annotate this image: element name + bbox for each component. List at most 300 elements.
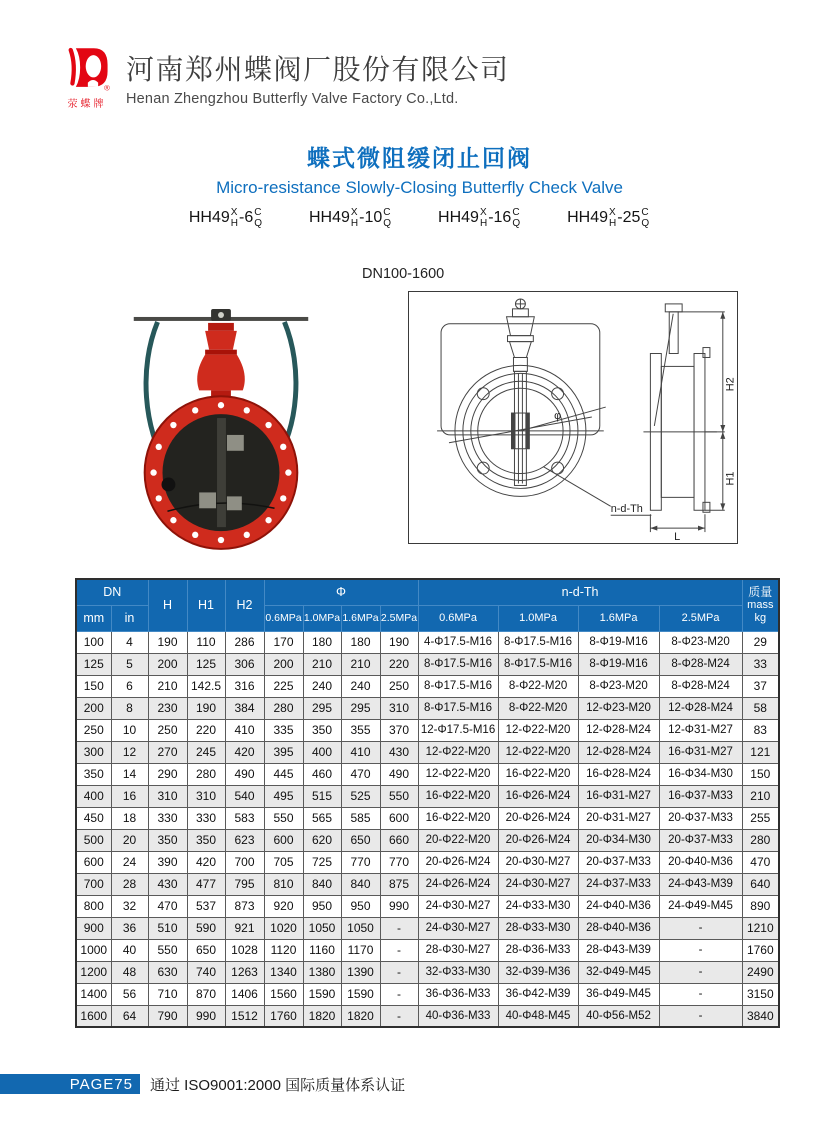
table-cell: 900 (76, 917, 111, 939)
table-cell: 590 (187, 917, 225, 939)
table-cell: 873 (225, 895, 264, 917)
table-cell: 8-Φ22-M20 (498, 675, 578, 697)
technical-drawing-illustration (409, 292, 737, 543)
table-cell: 12-Φ17.5-M16 (418, 719, 498, 741)
table-cell: 20-Φ37-M33 (659, 829, 742, 851)
col-header-phi-25: 2.5MPa (380, 605, 418, 631)
table-cell: 8-Φ17.5-M16 (418, 697, 498, 719)
mass-label-unit: kg (754, 612, 767, 625)
model-list (0, 207, 839, 229)
table-cell: - (659, 983, 742, 1005)
table-cell: 1028 (225, 939, 264, 961)
table-cell: 1600 (76, 1005, 111, 1027)
table-cell: 28-Φ33-M30 (498, 917, 578, 939)
table-cell: 550 (264, 807, 303, 829)
col-header-dn: DN (76, 579, 148, 605)
table-cell: 490 (380, 763, 418, 785)
table-cell: 740 (187, 961, 225, 983)
col-header-ndth-25: 2.5MPa (659, 605, 742, 631)
model-number: HH49 X H -10 C Q (309, 207, 392, 229)
table-cell: 8-Φ17.5-M16 (418, 675, 498, 697)
table-cell: 32-Φ33-M30 (418, 961, 498, 983)
table-row (76, 895, 779, 917)
table-cell: 16-Φ31-M27 (578, 785, 659, 807)
col-header-in: in (111, 605, 148, 631)
table-cell: 28-Φ40-M36 (578, 917, 659, 939)
table-cell: 585 (341, 807, 380, 829)
table-cell: 40 (111, 939, 148, 961)
technical-drawing (408, 291, 738, 544)
table-cell: 630 (148, 961, 187, 983)
table-cell: 1120 (264, 939, 303, 961)
table-cell: 870 (187, 983, 225, 1005)
table-cell: 28-Φ43-M39 (578, 939, 659, 961)
dim-label-phi: φ (554, 409, 562, 422)
table-cell: 300 (76, 741, 111, 763)
table-cell: - (659, 939, 742, 961)
svg-text:®: ® (104, 83, 110, 93)
table-cell: 840 (303, 873, 341, 895)
table-row (76, 917, 779, 939)
table-cell: 725 (303, 851, 341, 873)
table-cell: 623 (225, 829, 264, 851)
table-cell: 150 (742, 763, 779, 785)
table-cell: 400 (76, 785, 111, 807)
spec-table (75, 578, 780, 1028)
table-cell: 1000 (76, 939, 111, 961)
table-cell: 495 (264, 785, 303, 807)
table-cell: 515 (303, 785, 341, 807)
table-cell: 36-Φ36-M33 (418, 983, 498, 1005)
table-cell: 250 (76, 719, 111, 741)
table-cell: 83 (742, 719, 779, 741)
table-cell: 250 (380, 675, 418, 697)
table-cell: 16-Φ31-M27 (659, 741, 742, 763)
table-cell: 8-Φ19-M16 (578, 631, 659, 653)
col-header-phi: Φ (264, 579, 418, 605)
table-cell: 470 (148, 895, 187, 917)
table-cell: - (380, 1005, 418, 1027)
table-cell: 32-Φ39-M36 (498, 961, 578, 983)
table-cell: 370 (380, 719, 418, 741)
table-cell: 1590 (303, 983, 341, 1005)
table-cell: 8-Φ28-M24 (659, 653, 742, 675)
table-cell: 24-Φ30-M27 (498, 873, 578, 895)
table-cell: 58 (742, 697, 779, 719)
table-cell: 330 (187, 807, 225, 829)
table-cell: 600 (76, 851, 111, 873)
certification-text: 通过 ISO9001:2000 国际质量体系认证 (150, 1076, 406, 1094)
mass-label-cn: 质量 (748, 585, 773, 600)
table-cell: 1820 (341, 1005, 380, 1027)
table-cell: 64 (111, 1005, 148, 1027)
table-cell: - (659, 917, 742, 939)
table-cell: 3840 (742, 1005, 779, 1027)
table-cell: 1340 (264, 961, 303, 983)
table-cell: 3150 (742, 983, 779, 1005)
table-cell: 16 (111, 785, 148, 807)
table-header (76, 579, 779, 631)
table-row (76, 1005, 779, 1027)
page-header (58, 42, 510, 110)
table-row (76, 697, 779, 719)
table-cell: 540 (225, 785, 264, 807)
table-cell: 240 (303, 675, 341, 697)
dim-label-ndth: n-d-Th (610, 503, 643, 516)
table-cell: 316 (225, 675, 264, 697)
col-header-ndth-16: 1.6MPa (578, 605, 659, 631)
col-header-h: H (148, 579, 187, 631)
table-cell: 770 (380, 851, 418, 873)
table-cell: 1390 (341, 961, 380, 983)
table-cell: 12-Φ22-M20 (498, 741, 578, 763)
table-cell: 470 (341, 763, 380, 785)
table-cell: 190 (148, 631, 187, 653)
table-cell: 210 (148, 675, 187, 697)
table-cell: 210 (341, 653, 380, 675)
table-cell: 36 (111, 917, 148, 939)
table-cell: 12-Φ28-M24 (578, 719, 659, 741)
col-header-phi-06: 0.6MPa (264, 605, 303, 631)
table-cell: 20-Φ26-M24 (498, 829, 578, 851)
col-header-ndth: n-d-Th (418, 579, 742, 605)
table-cell: 1760 (742, 939, 779, 961)
table-cell: 795 (225, 873, 264, 895)
table-cell: 240 (341, 675, 380, 697)
table-cell: 8-Φ17.5-M16 (498, 631, 578, 653)
model-number: HH49 X H -16 C Q (438, 207, 521, 229)
table-cell: 410 (341, 741, 380, 763)
table-cell: 16-Φ26-M24 (498, 785, 578, 807)
table-cell: 310 (148, 785, 187, 807)
table-cell: 1406 (225, 983, 264, 1005)
table-cell: 800 (76, 895, 111, 917)
table-cell: 660 (380, 829, 418, 851)
table-cell: 1512 (225, 1005, 264, 1027)
table-cell: 1590 (341, 983, 380, 1005)
table-cell: 24-Φ43-M39 (659, 873, 742, 895)
table-cell: 295 (341, 697, 380, 719)
table-cell: 32 (111, 895, 148, 917)
table-cell: 8-Φ28-M24 (659, 675, 742, 697)
table-cell: 1170 (341, 939, 380, 961)
table-cell: 200 (264, 653, 303, 675)
table-cell: 810 (264, 873, 303, 895)
table-cell: 600 (264, 829, 303, 851)
product-title-cn: 蝶式微阻缓闭止回阀 (307, 145, 532, 171)
table-cell: 20-Φ22-M20 (418, 829, 498, 851)
table-cell: 280 (187, 763, 225, 785)
table-row (76, 741, 779, 763)
table-cell: 460 (303, 763, 341, 785)
table-cell: 921 (225, 917, 264, 939)
table-cell: 280 (264, 697, 303, 719)
table-cell: 705 (264, 851, 303, 873)
table-cell: 350 (76, 763, 111, 785)
table-row (76, 631, 779, 653)
table-cell: 650 (341, 829, 380, 851)
table-cell: 1760 (264, 1005, 303, 1027)
table-cell: 390 (148, 851, 187, 873)
table-cell: - (380, 939, 418, 961)
table-cell: 36-Φ42-M39 (498, 983, 578, 1005)
table-cell: 950 (303, 895, 341, 917)
table-cell: 24-Φ30-M27 (418, 917, 498, 939)
butterfly-logo-icon (63, 42, 111, 94)
table-cell: - (659, 1005, 742, 1027)
table-cell: 384 (225, 697, 264, 719)
table-row (76, 873, 779, 895)
table-cell: 6 (111, 675, 148, 697)
table-cell: 1020 (264, 917, 303, 939)
table-cell: 250 (148, 719, 187, 741)
table-cell: 350 (303, 719, 341, 741)
table-cell: 24-Φ26-M24 (418, 873, 498, 895)
table-cell: 420 (187, 851, 225, 873)
table-cell: 150 (76, 675, 111, 697)
table-cell: 33 (742, 653, 779, 675)
table-cell: 37 (742, 675, 779, 697)
table-cell: 210 (742, 785, 779, 807)
table-cell: 1200 (76, 961, 111, 983)
table-cell: 1380 (303, 961, 341, 983)
table-cell: 620 (303, 829, 341, 851)
col-header-ndth-10: 1.0MPa (498, 605, 578, 631)
table-cell: 28-Φ36-M33 (498, 939, 578, 961)
table-cell: 8-Φ19-M16 (578, 653, 659, 675)
table-cell: 875 (380, 873, 418, 895)
table-cell: 1050 (341, 917, 380, 939)
table-cell: 470 (742, 851, 779, 873)
table-cell: 1400 (76, 983, 111, 1005)
table-cell: 8-Φ23-M20 (659, 631, 742, 653)
col-header-phi-10: 1.0MPa (303, 605, 341, 631)
table-row (76, 851, 779, 873)
dim-label-h2: H2 (724, 377, 737, 392)
table-cell: 170 (264, 631, 303, 653)
table-cell: 14 (111, 763, 148, 785)
table-cell: 142.5 (187, 675, 225, 697)
col-header-ndth-06: 0.6MPa (418, 605, 498, 631)
table-cell: 280 (742, 829, 779, 851)
table-cell: 40-Φ36-M33 (418, 1005, 498, 1027)
col-header-h2: H2 (225, 579, 264, 631)
table-cell: 770 (341, 851, 380, 873)
table-row (76, 939, 779, 961)
table-cell: 24-Φ30-M27 (418, 895, 498, 917)
table-cell: 990 (187, 1005, 225, 1027)
table-cell: 490 (225, 763, 264, 785)
table-row (76, 675, 779, 697)
table-cell: 190 (187, 697, 225, 719)
table-cell: 210 (303, 653, 341, 675)
table-cell: 190 (380, 631, 418, 653)
table-cell: 840 (341, 873, 380, 895)
table-cell: 306 (225, 653, 264, 675)
page-number-badge (0, 1074, 140, 1094)
table-cell: 125 (76, 653, 111, 675)
table-cell: 12-Φ23-M20 (578, 697, 659, 719)
table-cell: 24-Φ33-M30 (498, 895, 578, 917)
table-cell: 510 (148, 917, 187, 939)
table-cell: 400 (303, 741, 341, 763)
table-cell: 565 (303, 807, 341, 829)
table-row (76, 653, 779, 675)
table-cell: - (380, 961, 418, 983)
col-header-mass (742, 579, 779, 631)
table-cell: 16-Φ22-M20 (418, 785, 498, 807)
table-cell: 20 (111, 829, 148, 851)
table-cell: 700 (76, 873, 111, 895)
table-cell: 1210 (742, 917, 779, 939)
table-cell: 125 (187, 653, 225, 675)
table-cell: 16-Φ34-M30 (659, 763, 742, 785)
valve-photo-illustration (106, 296, 334, 558)
table-cell: 430 (380, 741, 418, 763)
table-cell: 16-Φ22-M20 (418, 807, 498, 829)
table-cell: 640 (742, 873, 779, 895)
table-cell: 28 (111, 873, 148, 895)
table-cell: 200 (76, 697, 111, 719)
table-cell: 12 (111, 741, 148, 763)
title-block (0, 140, 839, 229)
table-cell: 2490 (742, 961, 779, 983)
table-cell: 40-Φ56-M52 (578, 1005, 659, 1027)
table-cell: 700 (225, 851, 264, 873)
table-cell: 24-Φ40-M36 (578, 895, 659, 917)
table-cell: 12-Φ22-M20 (418, 741, 498, 763)
table-cell: 110 (187, 631, 225, 653)
product-title-en: Micro-resistance Slowly-Closing Butterfly Check Valve (216, 178, 623, 197)
table-cell: 920 (264, 895, 303, 917)
table-cell: 1560 (264, 983, 303, 1005)
model-number: HH49 X H -25 C Q (567, 207, 650, 229)
table-cell: 290 (148, 763, 187, 785)
table-cell: 16-Φ28-M24 (578, 763, 659, 785)
table-cell: 537 (187, 895, 225, 917)
table-cell: 28-Φ30-M27 (418, 939, 498, 961)
table-cell: 1050 (303, 917, 341, 939)
table-cell: 225 (264, 675, 303, 697)
table-row (76, 961, 779, 983)
col-header-h1: H1 (187, 579, 225, 631)
table-cell: 180 (303, 631, 341, 653)
table-cell: 1263 (225, 961, 264, 983)
table-row (76, 807, 779, 829)
table-cell: 710 (148, 983, 187, 1005)
table-cell: 410 (225, 719, 264, 741)
table-cell: 583 (225, 807, 264, 829)
table-cell: 650 (187, 939, 225, 961)
table-cell: 5 (111, 653, 148, 675)
table-cell: 8 (111, 697, 148, 719)
table-cell: 20-Φ34-M30 (578, 829, 659, 851)
table-cell: 350 (187, 829, 225, 851)
table-cell: 335 (264, 719, 303, 741)
table-cell: 20-Φ26-M24 (498, 807, 578, 829)
table-cell: 24-Φ49-M45 (659, 895, 742, 917)
table-body (76, 631, 779, 1027)
table-cell: 445 (264, 763, 303, 785)
page-number: PAGE75 (69, 1075, 133, 1093)
table-cell: 230 (148, 697, 187, 719)
table-cell: 525 (341, 785, 380, 807)
table-cell: 790 (148, 1005, 187, 1027)
company-name-cn: 河南郑州蝶阀厂股份有限公司 (126, 54, 510, 85)
table-cell: 16-Φ22-M20 (498, 763, 578, 785)
table-cell: 56 (111, 983, 148, 1005)
table-cell: 8-Φ17.5-M16 (498, 653, 578, 675)
table-cell: 12-Φ31-M27 (659, 719, 742, 741)
table-cell: 32-Φ49-M45 (578, 961, 659, 983)
table-cell: 12-Φ28-M24 (659, 697, 742, 719)
table-cell: 8-Φ17.5-M16 (418, 653, 498, 675)
table-cell: 20-Φ26-M24 (418, 851, 498, 873)
table-cell: 220 (187, 719, 225, 741)
table-cell: 36-Φ49-M45 (578, 983, 659, 1005)
table-cell: 20-Φ40-M36 (659, 851, 742, 873)
table-cell: 600 (380, 807, 418, 829)
table-cell: - (380, 983, 418, 1005)
table-cell: 355 (341, 719, 380, 741)
table-cell: - (659, 961, 742, 983)
dim-label-l: L (674, 531, 681, 543)
table-cell: 350 (148, 829, 187, 851)
table-cell: 450 (76, 807, 111, 829)
table-cell: 310 (187, 785, 225, 807)
table-cell: 20-Φ30-M27 (498, 851, 578, 873)
table-cell: 4-Φ17.5-M16 (418, 631, 498, 653)
table-cell: 295 (303, 697, 341, 719)
table-cell: 950 (341, 895, 380, 917)
table-cell: 24 (111, 851, 148, 873)
table-row (76, 983, 779, 1005)
col-header-phi-16: 1.6MPa (341, 605, 380, 631)
table-cell: 430 (148, 873, 187, 895)
size-range-label: DN100-1600 (362, 266, 445, 282)
table-cell: 500 (76, 829, 111, 851)
table-cell: 255 (742, 807, 779, 829)
table-cell: 180 (341, 631, 380, 653)
table-cell: 550 (380, 785, 418, 807)
table-cell: 4 (111, 631, 148, 653)
table-cell: 24-Φ37-M33 (578, 873, 659, 895)
table-cell: 200 (148, 653, 187, 675)
table-cell: 8-Φ22-M20 (498, 697, 578, 719)
table-cell: 220 (380, 653, 418, 675)
table-cell: 100 (76, 631, 111, 653)
table-cell: 20-Φ37-M33 (659, 807, 742, 829)
table-cell: 420 (225, 741, 264, 763)
table-cell: - (380, 917, 418, 939)
table-row (76, 719, 779, 741)
table-cell: 1820 (303, 1005, 341, 1027)
table-cell: 12-Φ22-M20 (498, 719, 578, 741)
table-cell: 270 (148, 741, 187, 763)
table-cell: 20-Φ31-M27 (578, 807, 659, 829)
table-row (76, 785, 779, 807)
table-cell: 48 (111, 961, 148, 983)
table-cell: 20-Φ37-M33 (578, 851, 659, 873)
table-cell: 286 (225, 631, 264, 653)
table-cell: 10 (111, 719, 148, 741)
company-name-block (126, 42, 510, 107)
table-cell: 477 (187, 873, 225, 895)
table-cell: 990 (380, 895, 418, 917)
table-cell: 12-Φ28-M24 (578, 741, 659, 763)
table-cell: 550 (148, 939, 187, 961)
valve-photo (106, 296, 334, 558)
